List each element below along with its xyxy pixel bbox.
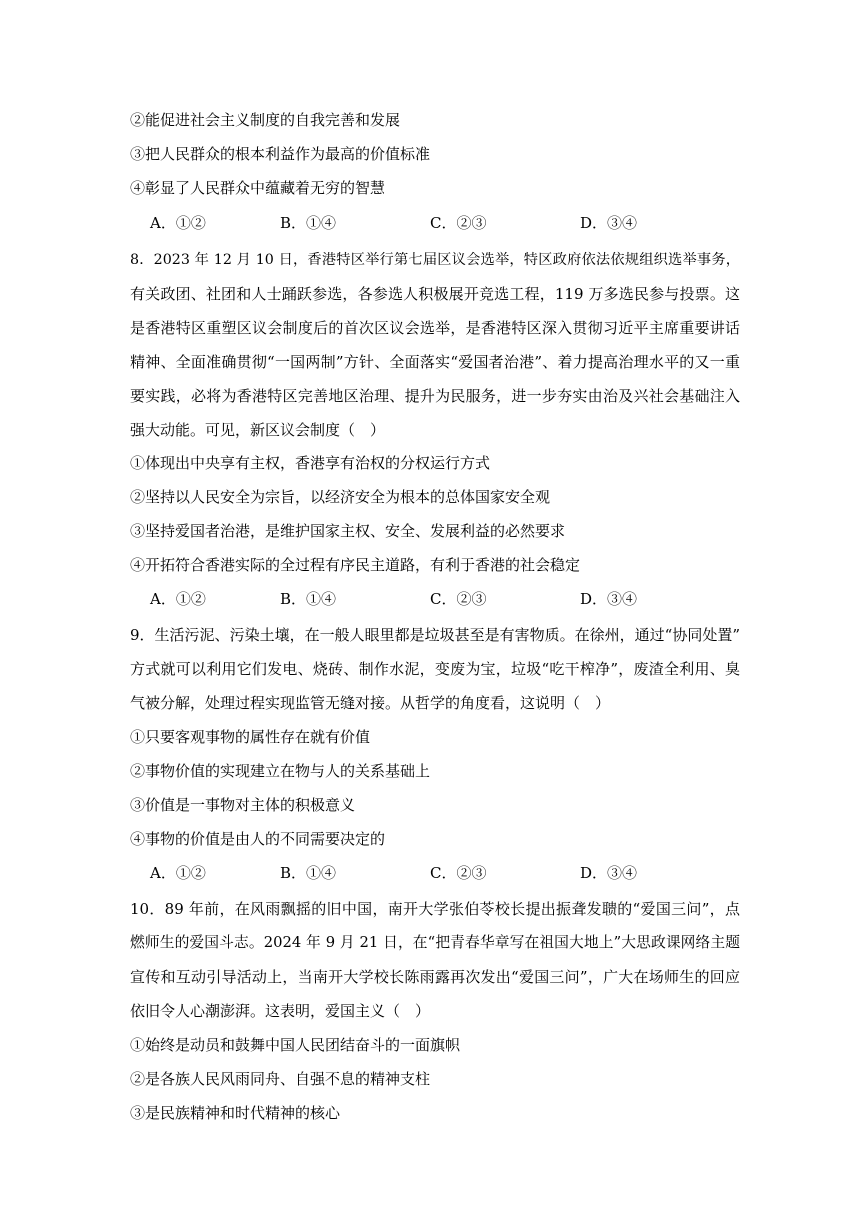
- q8-option-3: ③坚持爱国者治港，是维护国家主权、安全、发展利益的必然要求: [130, 522, 566, 540]
- q10-option-1: ①始终是动员和鼓舞中国人民团结奋斗的一面旗帜: [130, 1036, 461, 1054]
- q7-option-4: ④彰显了人民群众中蕴藏着无穷的智慧: [130, 179, 386, 197]
- q7-option-2: ②能促进社会主义制度的自我完善和发展: [130, 111, 401, 129]
- q10-option-2: ②是各族人民风雨同舟、自强不息的精神支柱: [130, 1070, 431, 1088]
- q9-choice-a: A．①②: [150, 864, 206, 882]
- q9-choice-b: B．①④: [280, 864, 337, 882]
- q8-stem-line: 是香港特区重塑区议会制度后的首次区议会选举，是香港特区深入贯彻习近平主席重要讲话: [130, 319, 740, 337]
- q8-stem-line: 强大动能。可见，新区议会制度（ ）: [130, 421, 386, 439]
- q8-choice-a: A．①②: [150, 590, 206, 608]
- q10-stem-line: 10．89 年前，在风雨飘摇的旧中国，南开大学张伯苓校长提出振聋发聩的“爱国三问”，点: [130, 900, 740, 918]
- q7-choice-b: B．①④: [280, 214, 337, 232]
- q8-choice-b: B．①④: [280, 590, 337, 608]
- q9-stem-line: 气被分解，处理过程实现监管无缝对接。从哲学的角度看，这说明（ ）: [130, 694, 611, 712]
- q8-stem-line: 8．2023 年 12 月 10 日，香港特区举行第七届区议会选举，特区政府依法依规组织选举事务，: [130, 252, 740, 268]
- q7-choice-d: D．③④: [580, 214, 638, 232]
- q9-choice-d: D．③④: [580, 864, 638, 882]
- q8-stem-line: 有关政团、社团和人士踊跃参选，各参选人积极展开竞选工程，119 万多选民参与投票。这: [130, 285, 740, 303]
- q9-stem-line: 方式就可以利用它们发电、烧砖、制作水泥，变废为宝，垃圾“吃干榨净”，废渣全利用、臭: [130, 660, 740, 678]
- q7-choice-a: A．①②: [150, 214, 206, 232]
- q9-option-3: ③价值是一事物对主体的积极意义: [130, 796, 356, 814]
- q8-choice-c: C．②③: [430, 590, 487, 608]
- q9-option-4: ④事物的价值是由人的不同需要决定的: [130, 830, 386, 848]
- q9-option-2: ②事物价值的实现建立在物与人的关系基础上: [130, 762, 431, 780]
- q9-answer-choices: [150, 863, 710, 883]
- q8-option-2: ②坚持以人民安全为宗旨，以经济安全为根本的总体国家安全观: [130, 488, 551, 506]
- q9-choice-c: C．②③: [430, 864, 487, 882]
- q8-option-4: ④开拓符合香港实际的全过程有序民主道路，有利于香港的社会稳定: [130, 556, 581, 574]
- q8-stem-line: 要实践，必将为香港特区完善地区治理、提升为民服务，进一步夯实由治及兴社会基础注入: [130, 387, 740, 405]
- q8-answer-choices: [150, 589, 710, 609]
- q10-stem-line: 燃师生的爱国斗志。2024 年 9 月 21 日，在“把青春华章写在祖国大地上”大思政课网络主题: [130, 934, 740, 951]
- q10-stem-line: 依旧令人心潮澎湃。这表明，爱国主义（ ）: [130, 1002, 431, 1020]
- q8-option-1: ①体现出中央享有主权，香港享有治权的分权运行方式: [130, 454, 491, 472]
- q8-choice-d: D．③④: [580, 590, 638, 608]
- q9-stem-line: 9．生活污泥、污染土壤，在一般人眼里都是垃圾甚至是有害物质。在徐州，通过“协同处置”: [130, 626, 740, 644]
- q7-option-3: ③把人民群众的根本利益作为最高的价值标准: [130, 145, 431, 163]
- q8-stem-line: 精神、全面准确贯彻“一国两制”方针、全面落实“爱国者治港”、着力提高治理水平的又一重: [130, 353, 740, 371]
- q10-option-3: ③是民族精神和时代精神的核心: [130, 1104, 341, 1122]
- q7-answer-choices: [150, 213, 710, 233]
- q7-choice-c: C．②③: [430, 214, 487, 232]
- q9-option-1: ①只要客观事物的属性存在就有价值: [130, 728, 371, 746]
- q10-stem-line: 宣传和互动引导活动上，当南开大学校长陈雨露再次发出“爱国三问”，广大在场师生的回应: [130, 968, 740, 986]
